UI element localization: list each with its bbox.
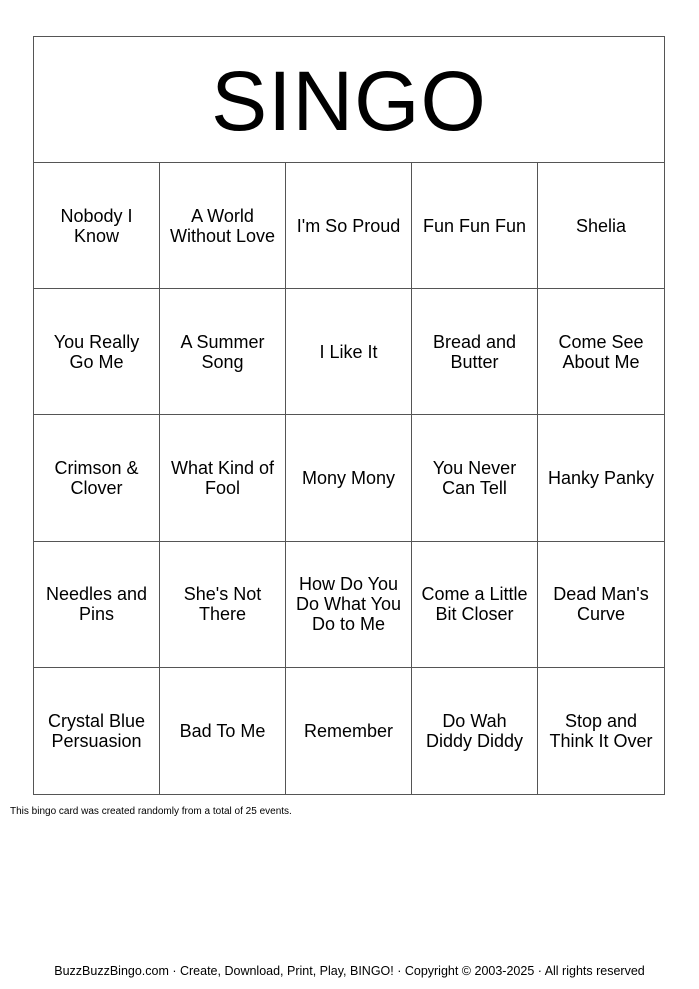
bingo-cell: I'm So Proud (286, 163, 412, 289)
bingo-cell: A World Without Love (160, 163, 286, 289)
bingo-cell: Mony Mony (286, 415, 412, 541)
bingo-cell: Stop and Think It Over (549, 710, 653, 751)
bingo-cell: Hanky Panky (538, 415, 664, 541)
title-row (34, 37, 664, 163)
bingo-cell: Come a Little Bit Closer (412, 542, 538, 668)
bingo-cell: Remember (286, 668, 412, 794)
bingo-cell: A Summer Song (160, 289, 286, 415)
bingo-cell: Crystal Blue Persuasion (34, 668, 160, 794)
bingo-cell: I Like It (286, 289, 412, 415)
bingo-grid (34, 163, 664, 794)
bingo-cell: Do Wah Diddy Diddy (412, 668, 538, 794)
bingo-cell: Crimson & Clover (34, 415, 160, 541)
bingo-card (33, 36, 665, 795)
bingo-cell: She's Not There (160, 542, 286, 668)
bingo-cell: Bread and Butter (412, 289, 538, 415)
bingo-cell: Dead Man's Curve (538, 542, 664, 668)
card-title: SINGO (211, 53, 487, 148)
bingo-cell: What Kind of Fool (160, 415, 286, 541)
bingo-cell: Needles and Pins (34, 542, 160, 668)
bingo-cell: How Do You Do What You Do to Me (286, 542, 412, 668)
bingo-cell: Fun Fun Fun (412, 163, 538, 289)
page-footer: BuzzBuzzBingo.com · Create, Download, Print, Play, BINGO! · Copyright © 2003-2025 · All rights reserved (54, 964, 645, 978)
bingo-cell: Nobody I Know (34, 163, 160, 289)
bingo-cell: Shelia (538, 163, 664, 289)
bingo-cell: Come See About Me (538, 289, 664, 415)
bingo-cell: You Never Can Tell (412, 415, 538, 541)
bingo-cell: Bad To Me (160, 668, 286, 794)
bingo-cell: You Really Go Me (34, 289, 160, 415)
card-note: This bingo card was created randomly from a total of 25 events. (10, 806, 292, 817)
